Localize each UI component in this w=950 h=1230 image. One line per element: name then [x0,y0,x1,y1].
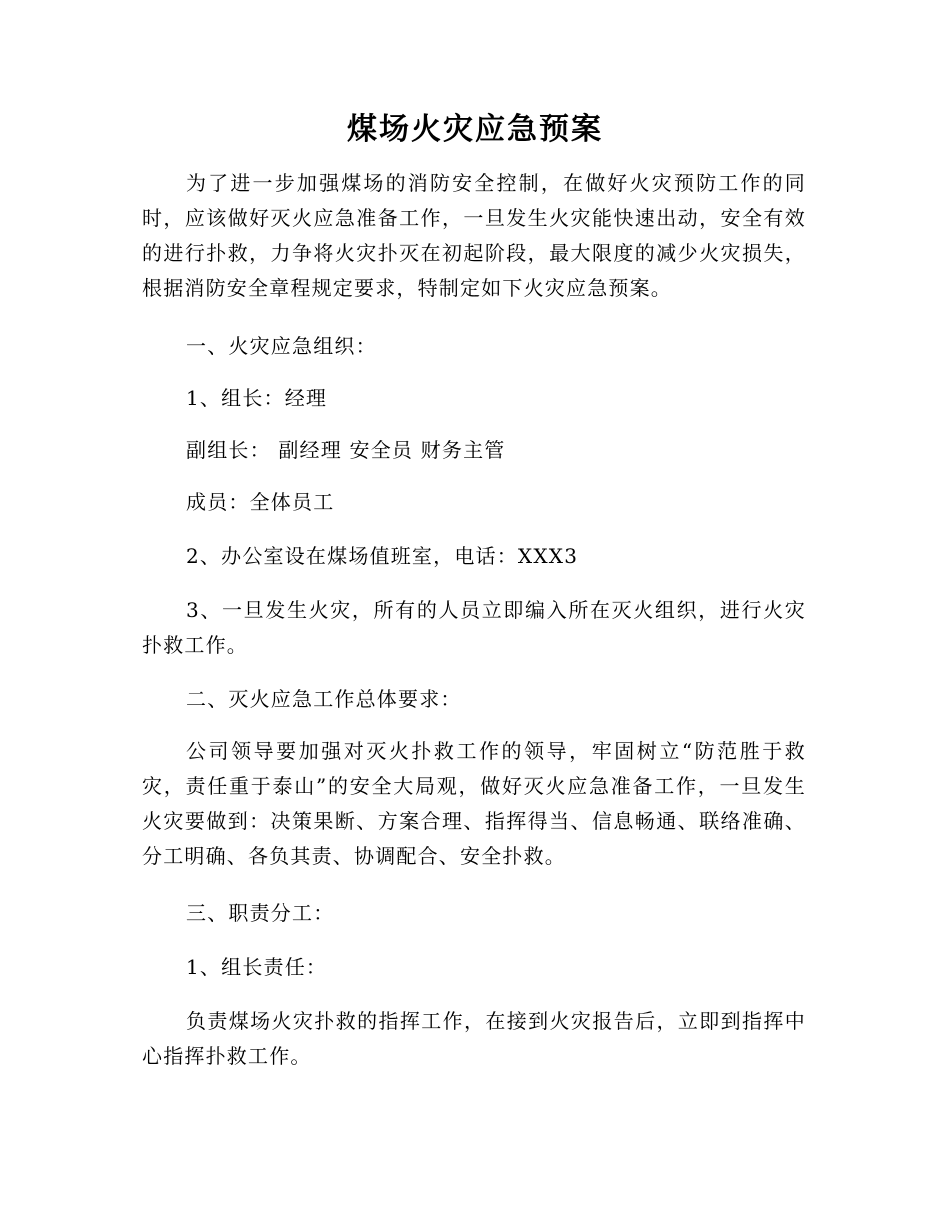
fire-response-paragraph: 3、一旦发生火灾，所有的人员立即编入所在灭火组织，进行火灾扑救工作。 [142,598,806,657]
leader-duty-heading: 1、组长责任： [186,955,328,979]
section-heading-duties: 三、职责分工： [186,901,335,925]
document-title: 煤场火灾应急预案 [347,112,603,147]
intro-paragraph: 为了进一步加强煤场的消防安全控制，在做好火灾预防工作的同时，应该做好灭火应急准备工作，一旦发生火灾能快速出动，安全有效的进行扑救，力争将火灾扑灭在初起阶段，最大限度的减少火灾损失，根据消防安全章程规定要求，特制定如下火灾应急预案。 [142,171,806,300]
members-line: 成员：全体员工 [186,490,335,514]
leader-line: 1、组长：经理 [186,386,328,410]
deputy-leader-line: 副组长： 副经理 安全员 财务主管 [186,438,506,462]
section-heading-requirements: 二、灭火应急工作总体要求： [186,687,462,711]
requirements-paragraph: 公司领导要加强对灭火扑救工作的领导，牢固树立“防范胜于救灾，责任重于泰山”的安全大局观，做好灭火应急准备工作，一旦发生火灾要做到：决策果断、方案合理、指挥得当、信息畅通、联络准确、分工明确、各负其责、协调配合、安全扑救。 [142,739,806,868]
section-heading-organization: 一、火灾应急组织： [186,334,377,358]
office-phone-line: 2、办公室设在煤场值班室，电话：XXX3 [186,544,579,568]
leader-duty-paragraph: 负责煤场火灾扑救的指挥工作，在接到火灾报告后，立即到指挥中心指挥扑救工作。 [142,1009,806,1068]
